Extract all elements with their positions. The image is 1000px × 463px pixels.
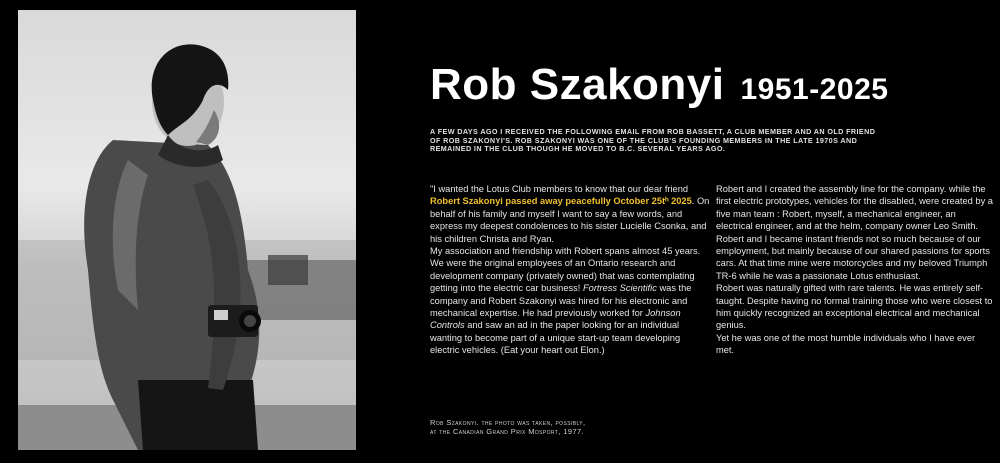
title-name: Rob Szakonyi: [430, 60, 725, 109]
paragraph: Robert and I became instant friends not so much because of our employment, but mainly because of our shared passions for sports cars. At that time mine were motorcycles and my beloved Triumph TR-6 while he was a passionate Lotus enthusiast.: [716, 233, 990, 281]
page-title: [430, 60, 888, 110]
paragraph: [430, 183, 710, 245]
article-column-right: [716, 183, 994, 357]
article-column-left: [430, 183, 710, 357]
highlight-text: Robert Szakonyi passed away peacefully October 25tʰ 2025: [430, 196, 692, 207]
text-run: My association and friendship with Robert spans almost 45 years. We were the original employees of an Ontario research and development company (privately owned) that was contemplating getting into the electric car business!: [430, 246, 701, 294]
text-run: . On behalf of his family and myself I want to say a few words, and express my deepest condolences to his sister Lucielle Csonka, and his children Christa and Ryan.: [430, 196, 710, 244]
text-run: was the company and Robert Szakonyi was hired for his electronic and mechanical expertise. He had previously worked for: [430, 283, 692, 319]
paragraph: Yet he was one of the most humble individuals who I have ever met.: [716, 332, 976, 356]
portrait-photo: [18, 10, 356, 450]
italic-company: Fortress Scientific: [582, 283, 657, 294]
portrait-illustration: [18, 10, 356, 450]
italic-company: Johnson Controls: [430, 308, 681, 331]
intro-paragraph: A FEW DAYS AGO I RECEIVED THE FOLLOWING EMAIL FROM ROB BASSETT, A CLUB MEMBER AND AN OLD FRIEND OF ROB SZAKONYI'S. ROB SZAKONYI WAS ONE OF THE CLUB'S FOUNDING MEMBERS IN THE LATE 1970S AND REMAINED IN THE CLUB THOUGH HE MOVED TO B.C. SEVERAL YEARS AGO.: [430, 127, 876, 154]
text-run: and saw an ad in the paper looking for an individual wanting to become part of a unique start-up team developing electric vehicles. (Eat your heart out Elon.): [430, 320, 681, 356]
paragraph: Robert was naturally gifted with rare talents. He was entirely self-taught. Despite having no formal training those who were closest to him quickly recognized an exceptional electrical and mechanical genius.: [716, 283, 993, 331]
text-run: "I wanted the Lotus Club members to know that our dear friend: [430, 184, 689, 194]
title-years: 1951-2025: [740, 73, 889, 106]
paragraph: [430, 245, 710, 357]
caption-line: at the Canadian Grand Prix Mosport, 1977.: [430, 427, 585, 436]
photo-caption: [430, 418, 586, 436]
paragraph: Robert and I created the assembly line for the company. while the first electric prototypes, vehicles for the disabled, were created by a five man team : Robert, myself, a mechanical engineer, an electrical engineer, and at the helm, company owner Leo Smith.: [716, 184, 993, 232]
caption-line: Rob Szakonyi. the photo was taken, possibly,: [430, 418, 586, 427]
